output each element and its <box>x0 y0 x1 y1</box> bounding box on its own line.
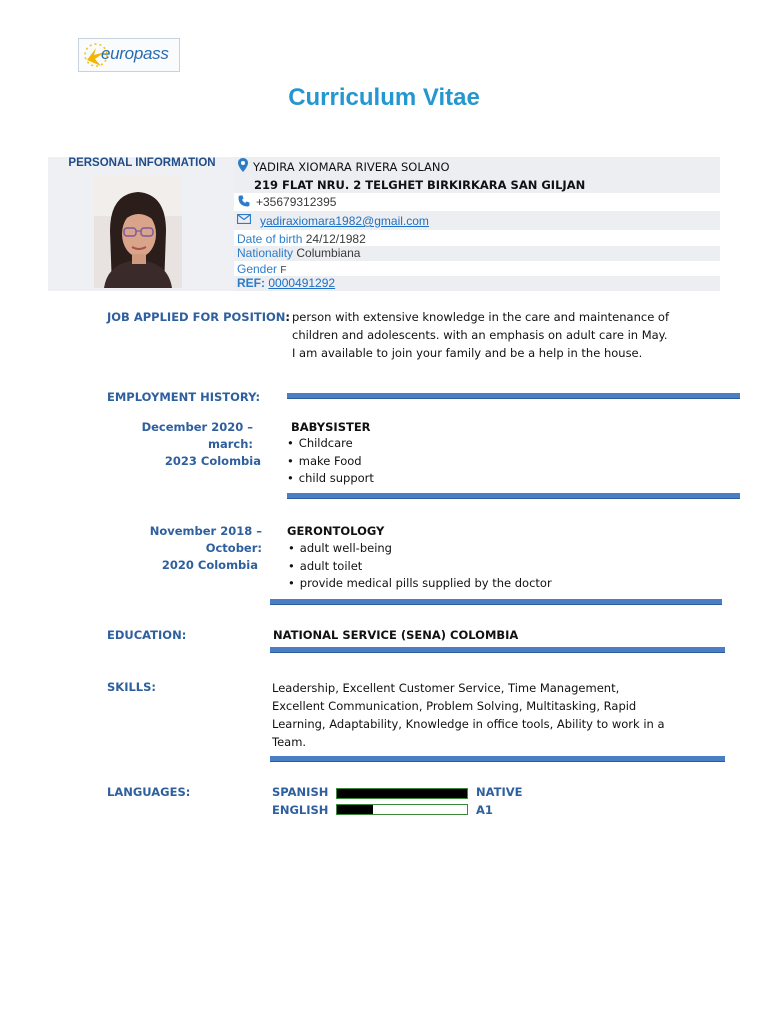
job-line: person with extensive knowledge in the care and maintenance of <box>292 310 670 324</box>
page-title: Curriculum Vitae <box>288 84 480 111</box>
applicant-name: YADIRA XIOMARA RIVERA SOLANO <box>253 160 450 174</box>
ref-link[interactable]: 0000491292 <box>268 276 336 290</box>
employment-duties-1 <box>287 435 374 488</box>
employment-title-1: BABYSISTER <box>291 420 371 434</box>
gender-row <box>237 262 286 276</box>
list-item: • Childcare <box>287 435 374 453</box>
education-label: EDUCATION: <box>107 628 187 642</box>
education-value: NATIONAL SERVICE (SENA) COLOMBIA <box>273 628 519 642</box>
location-pin-icon <box>238 158 248 172</box>
list-item: • provide medical pills supplied by the doctor <box>288 575 552 593</box>
skills-line: Learning, Adaptability, Knowledge in office tools, Ability to work in a <box>272 717 665 731</box>
skills-line: Excellent Communication, Problem Solving, Multitasking, Rapid <box>272 699 637 713</box>
language-level-english: A1 <box>476 803 493 817</box>
skills-line: Team. <box>272 735 307 749</box>
section-divider <box>270 599 722 605</box>
languages-label: LANGUAGES: <box>107 785 191 799</box>
employment-title-2: GERONTOLOGY <box>287 524 385 538</box>
job-applied-label: JOB APPLIED FOR POSITION: <box>107 310 290 324</box>
language-name-spanish: SPANISH <box>272 785 329 799</box>
skills-text <box>272 679 665 751</box>
section-divider <box>270 647 725 653</box>
ref-row <box>237 276 335 290</box>
job-description <box>292 308 669 362</box>
language-level-bar-english <box>336 804 468 815</box>
language-level-spanish: NATIVE <box>476 785 523 799</box>
list-item: • adult toilet <box>288 558 552 576</box>
skills-line: Leadership, Excellent Customer Service, Time Management, <box>272 681 620 695</box>
employment-date-2: November 2018 – October: 2020 Colombia <box>149 524 262 572</box>
list-item: • child support <box>287 470 374 488</box>
phone-icon <box>238 195 250 207</box>
language-level-bar-spanish <box>336 788 468 799</box>
list-item: • adult well-being <box>288 540 552 558</box>
language-level-fill <box>337 789 467 798</box>
skills-label: SKILLS: <box>107 680 157 694</box>
gender-label: Gender <box>237 262 278 276</box>
dob-value: 24/12/1982 <box>305 232 366 246</box>
employment-history-label: EMPLOYMENT HISTORY: <box>107 390 261 404</box>
list-item: • make Food <box>287 453 374 471</box>
europass-logo <box>78 38 180 72</box>
language-name-english: ENGLISH <box>272 803 329 817</box>
email-link[interactable]: yadiraxiomara1982@gmail.com <box>260 214 429 228</box>
ref-label: REF: <box>237 276 265 290</box>
section-divider <box>287 493 740 499</box>
nationality-value: Columbiana <box>296 246 361 260</box>
logo-text: europass <box>101 44 169 63</box>
employment-date-1: December 2020 – march: 2023 Colombia <box>141 420 261 468</box>
nationality-label: Nationality <box>237 246 294 260</box>
employment-duties-2 <box>288 540 552 593</box>
email-icon <box>237 214 251 224</box>
dob-row <box>237 232 366 246</box>
phone-number: +35679312395 <box>256 195 337 209</box>
profile-photo <box>94 176 182 288</box>
personal-info-label: PERSONAL INFORMATION <box>68 157 216 169</box>
gender-value: F <box>280 265 287 276</box>
section-divider <box>287 393 740 399</box>
nationality-row <box>237 246 360 260</box>
job-line: I am available to join your family and be a help in the house. <box>292 346 643 360</box>
language-level-fill <box>337 805 373 814</box>
address: 219 FLAT NRU. 2 TELGHET BIRKIRKARA SAN GILJAN <box>254 178 586 192</box>
section-divider <box>270 756 725 762</box>
job-line: children and adolescents. with an emphasis on adult care in May. <box>292 328 668 342</box>
dob-label: Date of birth <box>237 232 303 246</box>
